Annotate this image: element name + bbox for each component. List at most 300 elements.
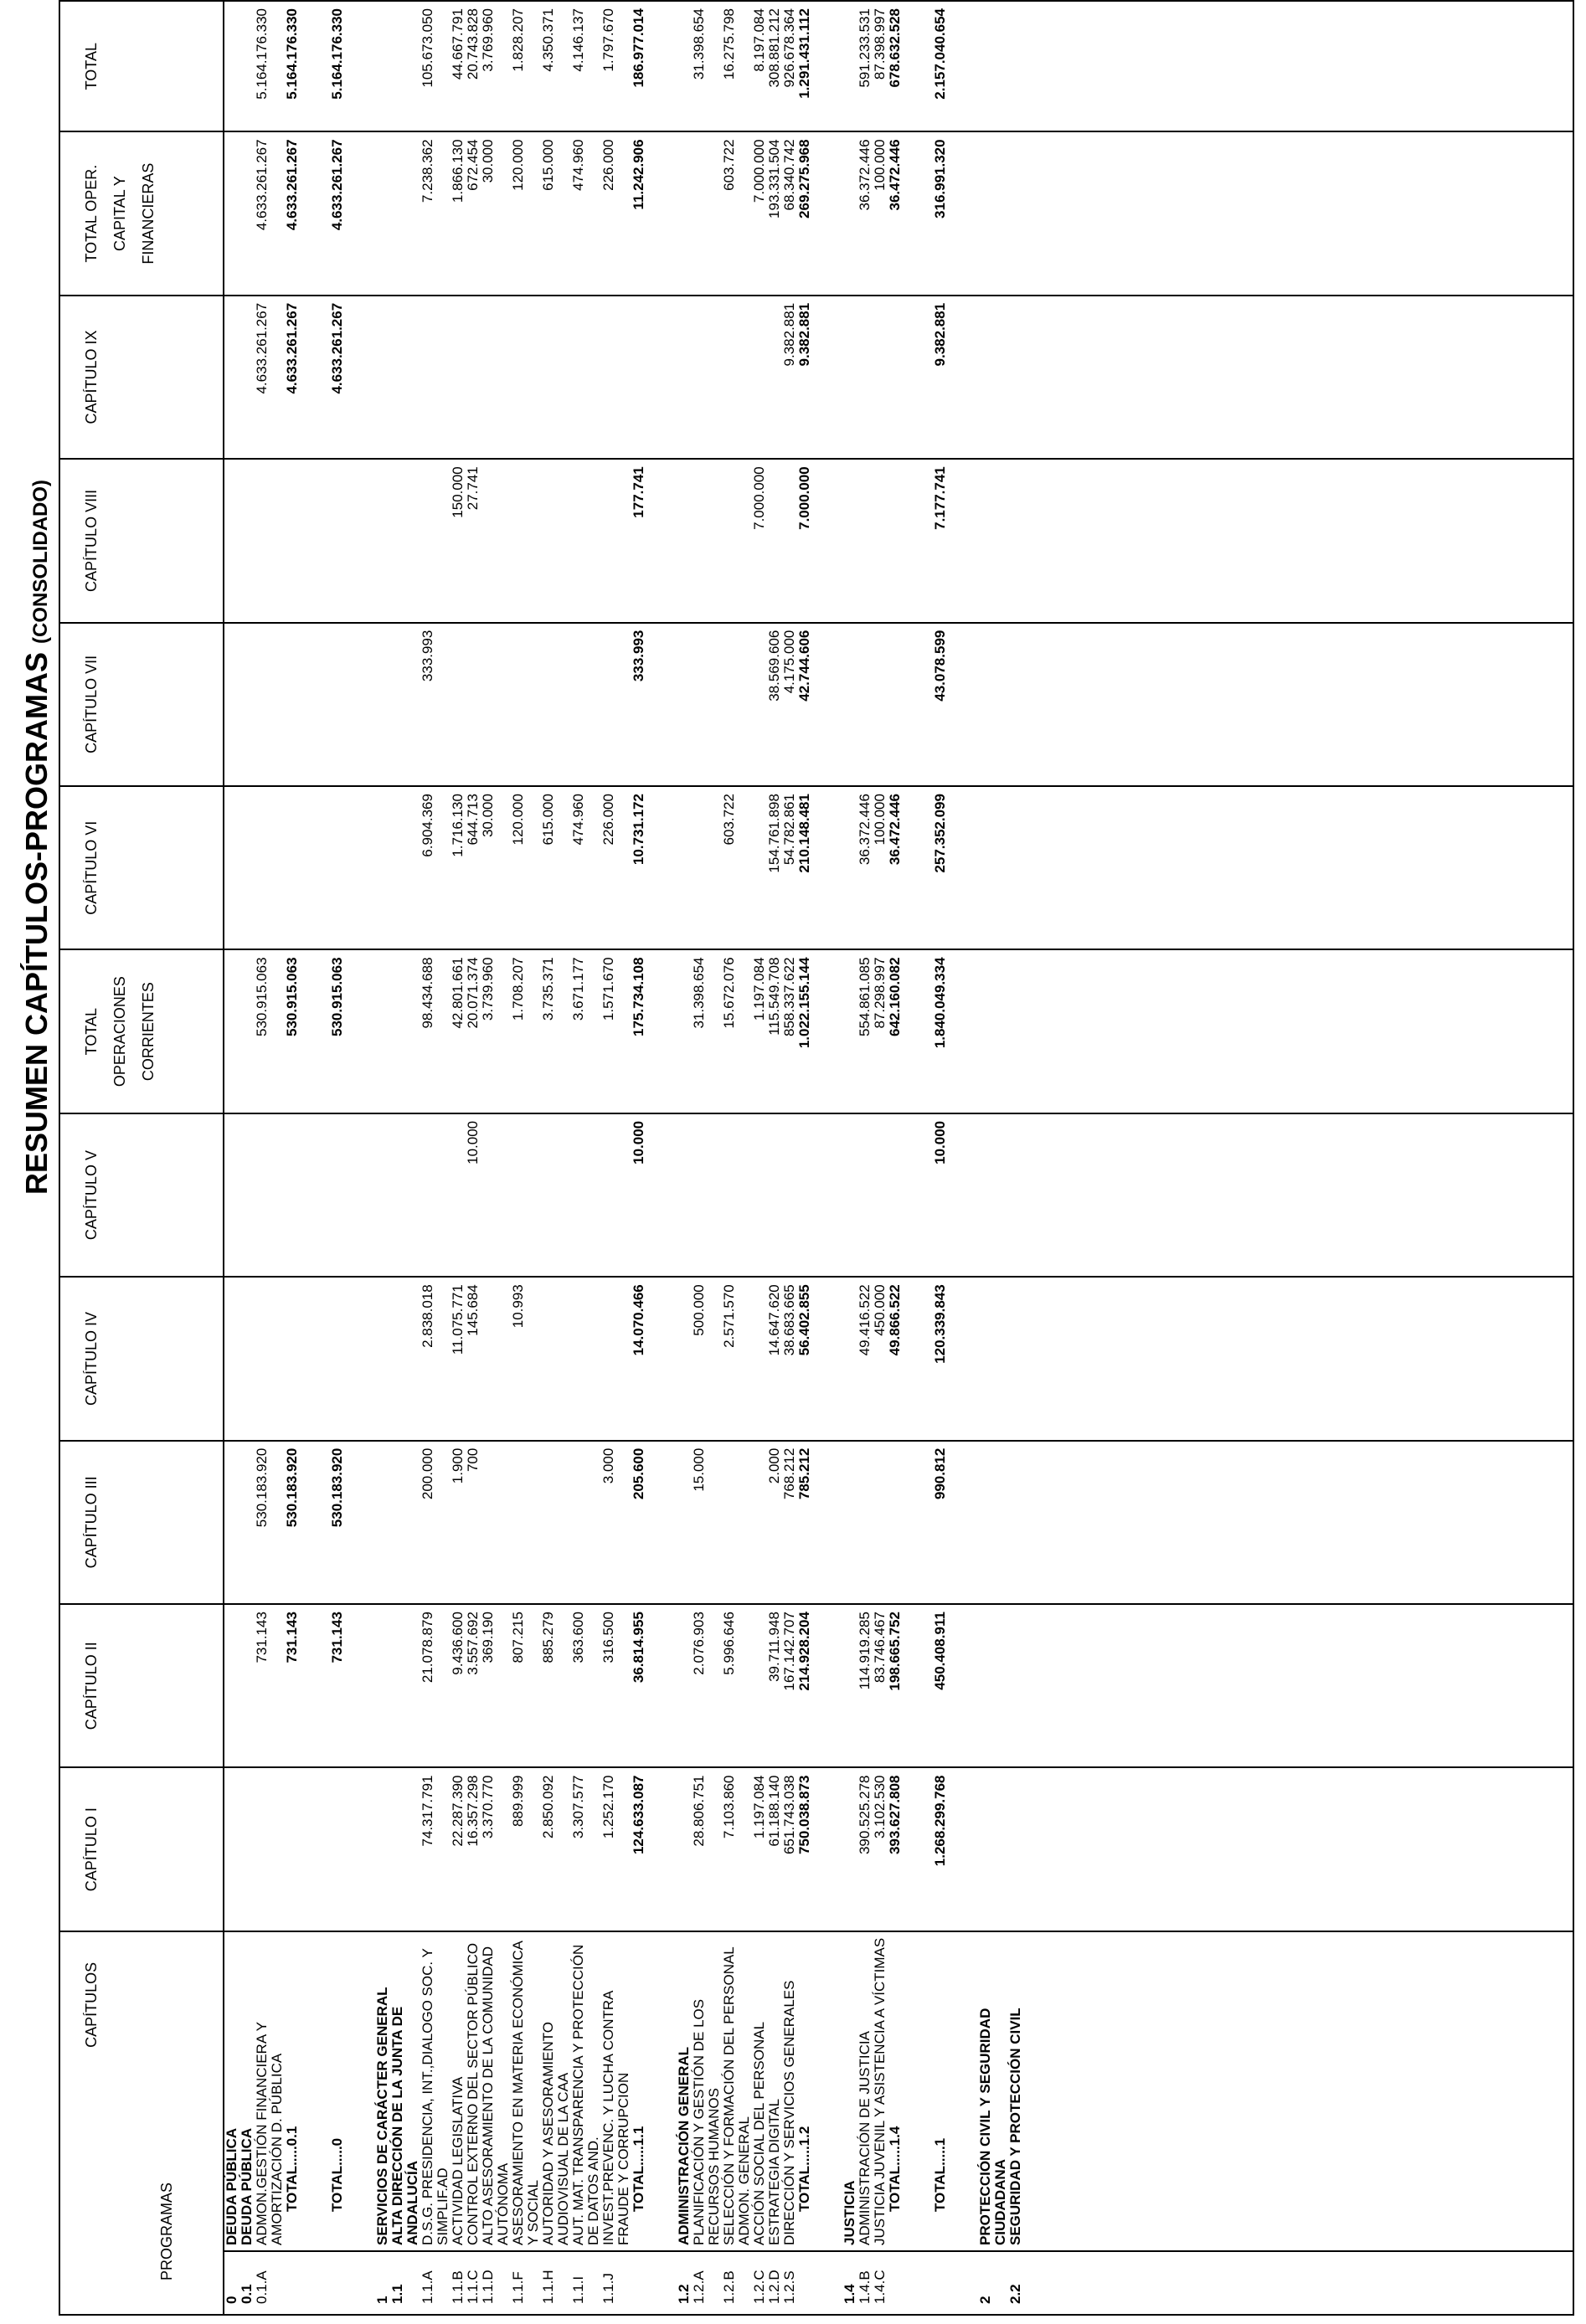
amount-cell: 1.828.207 [511,1,541,131]
amount-cell: 49.416.522 [857,1277,873,1440]
amount-cell [857,623,873,786]
amount-cell: 38.569.606 [767,623,782,786]
empty-cell [948,131,978,295]
amount-cell [752,1113,767,1277]
amount-cell: 43.078.599 [933,623,948,786]
amount-cell: 145.684 [466,1277,481,1440]
program-code: 1.1.H [541,2251,571,2315]
amount-cell: 500.000 [692,1277,722,1440]
amount-cell: 20.743.828 [466,1,481,131]
amount-cell [239,459,255,622]
empty-cell [812,459,842,622]
amount-cell: 2.838.018 [420,1277,451,1440]
amount-cell: 651.743.038 [782,1767,797,1931]
amount-cell: 3.739.960 [481,949,511,1113]
program-name: TOTAL.....0.1 [285,1931,300,2251]
amount-cell: 177.741 [631,459,646,622]
amount-cell: 4.633.261.267 [285,131,300,295]
amount-cell: 198.665.752 [888,1604,903,1767]
header-capitulos: CAPÍTULOS [83,1962,100,2048]
amount-cell [873,459,888,622]
section-heading-row [224,1,239,2315]
amount-cell [224,1604,239,1767]
amount-cell: 44.667.791 [451,1,466,131]
program-code: 1.1.C [466,2251,481,2315]
amount-cell: 363.600 [571,1604,601,1767]
amount-cell [692,1113,722,1277]
program-name: DIRECCIÓN Y SERVICIOS GENERALES [782,1931,797,2251]
section-heading-row [677,1,692,2315]
amount-cell: 333.993 [420,623,451,786]
amount-cell: 4.633.261.267 [330,296,345,459]
amount-cell [842,949,857,1113]
amount-cell: 124.633.087 [631,1767,646,1931]
amount-cell [285,786,300,949]
amount-cell [481,1441,511,1604]
amount-cell: 4.146.137 [571,1,601,131]
header-capitulo-ix: CAPÍTULO IX [59,296,224,459]
program-name: D.S.G. PRESIDENCIA, INT.,DIALOGO SOC. Y SIMPLIF.AD [420,1931,451,2251]
empty-cell [300,296,330,459]
amount-cell: 1.291.431.112 [797,1,812,131]
amount-cell: 54.782.861 [782,786,797,949]
amount-cell [767,296,782,459]
amount-cell: 10.000 [631,1113,646,1277]
amount-cell: 105.673.050 [420,1,451,131]
amount-cell: 10.993 [511,1277,541,1440]
program-name: ADMON.GESTIÓN FINANCIERA Y AMORTIZACIÓN D. PÚBLICA [255,1931,285,2251]
empty-cell [948,459,978,622]
amount-cell [873,296,888,459]
amount-cell: 10.731.172 [631,786,646,949]
amount-cell [767,459,782,622]
amount-cell [752,623,767,786]
amount-cell [842,296,857,459]
amount-cell: 7.177.741 [933,459,948,622]
header-toc-line: OPERACIONES [111,976,128,1087]
filler-row [1023,1,1573,2315]
amount-cell [285,623,300,786]
amount-cell: 474.960 [571,786,601,949]
amount-cell [390,1113,420,1277]
program-name: SEGURIDAD Y PROTECCIÓN CIVIL [1008,1931,1023,2251]
amount-cell: 15.000 [692,1441,722,1604]
amount-cell [375,459,390,622]
amount-cell: 316.991.320 [933,131,948,295]
amount-cell [842,1767,857,1931]
amount-cell [842,1441,857,1604]
program-code [631,2251,646,2315]
amount-cell [722,1441,752,1604]
empty-cell [345,1767,375,1931]
amount-cell [285,459,300,622]
amount-cell: 1.197.084 [752,1767,767,1931]
amount-cell: 2.571.570 [722,1277,752,1440]
amount-cell [481,459,511,622]
empty-cell [903,1277,933,1440]
empty-cell [345,1,375,131]
empty-cell [948,1277,978,1440]
program-code: 1.1.I [571,2251,601,2315]
empty-cell [948,623,978,786]
program-name: TOTAL.....1.4 [888,1931,903,2251]
empty-cell [300,2251,330,2315]
amount-cell [677,459,692,622]
amount-cell [224,1,239,131]
amount-cell: 31.398.654 [692,949,722,1113]
program-code: 1.1.D [481,2251,511,2315]
amount-cell [451,296,466,459]
amount-cell [978,1113,1008,1277]
amount-cell [239,1,255,131]
table-row [511,1,541,2315]
program-code: 2.2 [1008,2251,1023,2315]
spacer-row [948,1,978,2315]
amount-cell: 120.000 [511,786,541,949]
table-row [692,1,722,2315]
amount-cell [677,623,692,786]
amount-cell: 21.078.879 [420,1604,451,1767]
amount-cell [677,131,692,295]
amount-cell [842,131,857,295]
amount-cell: 100.000 [873,131,888,295]
amount-cell: 8.197.084 [752,1,767,131]
empty-cell [646,1113,677,1277]
program-name: AUT. MAT. TRANSPARENCIA Y PROTECCIÓN DE DATOS AND. [571,1931,601,2251]
amount-cell: 393.627.808 [888,1767,903,1931]
program-name: TOTAL.....1.1 [631,1931,646,2251]
empty-cell [300,131,330,295]
amount-cell [677,949,692,1113]
amount-cell [677,296,692,459]
amount-cell [224,786,239,949]
program-code: 0 [224,2251,239,2315]
amount-cell [375,1767,390,1931]
empty-cell [903,1767,933,1931]
amount-cell: 36.472.446 [888,786,903,949]
amount-cell: 83.746.467 [873,1604,888,1767]
program-name: TOTAL.....0 [330,1931,345,2251]
amount-cell [390,1604,420,1767]
amount-cell [842,623,857,786]
program-code: 0.1 [239,2251,255,2315]
amount-cell [224,1441,239,1604]
amount-cell: 98.434.688 [420,949,451,1113]
amount-cell: 926.678.364 [782,1,797,131]
amount-cell: 214.928.204 [797,1604,812,1767]
amount-cell [224,459,239,622]
budget-table [59,0,1574,2316]
empty-cell [646,1931,677,2251]
amount-cell [677,1604,692,1767]
empty-cell [1023,623,1573,786]
amount-cell: 5.164.176.330 [285,1,300,131]
empty-cell [1023,2251,1573,2315]
program-name: TOTAL.....1.2 [797,1931,812,2251]
empty-cell [345,623,375,786]
amount-cell: 205.600 [631,1441,646,1604]
amount-cell: 31.398.654 [692,1,722,131]
amount-cell [722,623,752,786]
amount-cell: 554.861.085 [857,949,873,1113]
amount-cell: 42.744.606 [797,623,812,786]
empty-cell [345,1113,375,1277]
header-capitulo-ii: CAPÍTULO II [59,1604,224,1767]
empty-cell [903,296,933,459]
amount-cell [978,1277,1008,1440]
section-heading-row [390,1,420,2315]
amount-cell [285,1113,300,1277]
amount-cell: 4.633.261.267 [255,131,285,295]
amount-cell: 5.996.646 [722,1604,752,1767]
amount-cell: 700 [466,1441,481,1604]
empty-cell [812,1767,842,1931]
empty-cell [948,296,978,459]
amount-cell: 1.716.130 [451,786,466,949]
amount-cell [420,296,451,459]
empty-cell [646,949,677,1113]
amount-cell: 30.000 [481,131,511,295]
empty-cell [903,1441,933,1604]
amount-cell: 1.840.049.334 [933,949,948,1113]
amount-cell: 7.103.860 [722,1767,752,1931]
amount-cell [978,949,1008,1113]
amount-cell [224,623,239,786]
empty-cell [1023,1604,1573,1767]
amount-cell [239,1113,255,1277]
empty-cell [345,1441,375,1604]
empty-cell [903,459,933,622]
spacer-row [646,1,677,2315]
amount-cell [541,623,571,786]
amount-cell [255,623,285,786]
amount-cell [873,1441,888,1604]
amount-cell [375,296,390,459]
amount-cell [239,296,255,459]
header-toc-line: CORRIENTES [140,982,157,1082]
amount-cell: 591.233.531 [857,1,873,131]
header-programas: PROGRAMAS [158,2182,175,2280]
amount-cell: 615.000 [541,131,571,295]
program-code: 1.1 [390,2251,420,2315]
empty-cell [646,296,677,459]
amount-cell [842,786,857,949]
amount-cell [857,1441,873,1604]
empty-cell [345,1277,375,1440]
amount-cell: 9.382.881 [933,296,948,459]
total-row [797,1,812,2315]
amount-cell [571,623,601,786]
amount-cell: 1.571.670 [601,949,631,1113]
empty-cell [812,131,842,295]
amount-cell [978,1767,1008,1931]
amount-cell [692,623,722,786]
amount-cell: 6.904.369 [420,786,451,949]
empty-cell [345,459,375,622]
table-row [722,1,752,2315]
empty-cell [903,1113,933,1277]
amount-cell: 530.915.063 [285,949,300,1113]
amount-cell [330,459,345,622]
amount-cell [255,1113,285,1277]
amount-cell [390,1441,420,1604]
amount-cell: 785.212 [797,1441,812,1604]
section-heading-row [239,1,255,2315]
amount-cell [722,296,752,459]
header-tocf-line: FINANCIERAS [140,162,157,265]
section-heading-row [1008,1,1023,2315]
spacer-row [903,1,933,2315]
amount-cell: 474.960 [571,131,601,295]
amount-cell: 4.633.261.267 [255,296,285,459]
amount-cell [390,1277,420,1440]
amount-cell: 308.881.212 [767,1,782,131]
amount-cell [631,296,646,459]
empty-cell [646,1441,677,1604]
amount-cell [255,459,285,622]
empty-cell [903,949,933,1113]
program-code: 1.4.B [857,2251,873,2315]
amount-cell [255,1767,285,1931]
amount-cell [285,1767,300,1931]
amount-cell [541,1277,571,1440]
total-row [330,1,345,2315]
amount-cell [1008,296,1023,459]
amount-cell [752,296,767,459]
amount-cell: 3.000 [601,1441,631,1604]
empty-cell [1023,131,1573,295]
amount-cell [239,1604,255,1767]
program-name: ACCIÓN SOCIAL DEL PERSONAL [752,1931,767,2251]
amount-cell: 768.212 [782,1441,797,1604]
table-row [466,1,481,2315]
program-name: SELECCIÓN Y FORMACIÓN DEL PERSONAL ADMON. GENERAL [722,1931,752,2251]
amount-cell: 750.038.873 [797,1767,812,1931]
amount-cell: 731.143 [285,1604,300,1767]
amount-cell [511,459,541,622]
amount-cell: 678.632.528 [888,1,903,131]
empty-cell [903,623,933,786]
amount-cell [752,786,767,949]
program-name: ADMINISTRACIÓN GENERAL [677,1931,692,2251]
amount-cell: 644.713 [466,786,481,949]
empty-cell [345,1931,375,2251]
amount-cell: 167.142.707 [782,1604,797,1767]
amount-cell: 3.370.770 [481,1767,511,1931]
amount-cell: 3.307.577 [571,1767,601,1931]
amount-cell [692,786,722,949]
program-code: 1.2.A [692,2251,722,2315]
amount-cell: 7.238.362 [420,131,451,295]
empty-cell [812,623,842,786]
empty-cell [948,786,978,949]
header-capitulo-v: CAPÍTULO V [59,1113,224,1277]
amount-cell: 16.357.298 [466,1767,481,1931]
amount-cell [239,1441,255,1604]
empty-cell [812,1277,842,1440]
empty-cell [1023,1277,1573,1440]
amount-cell [224,1113,239,1277]
amount-cell [842,1113,857,1277]
amount-cell [375,786,390,949]
amount-cell [601,1277,631,1440]
amount-cell: 115.549.708 [767,949,782,1113]
amount-cell [390,459,420,622]
amount-cell [375,1604,390,1767]
program-code: 1.1.B [451,2251,466,2315]
amount-cell [224,1277,239,1440]
program-name: PROTECCIÓN CIVIL Y SEGURIDAD CIUDADANA [978,1931,1008,2251]
empty-cell [812,786,842,949]
amount-cell: 2.850.092 [541,1767,571,1931]
amount-cell [255,786,285,949]
amount-cell [239,1277,255,1440]
amount-cell [677,1113,692,1277]
amount-cell: 10.000 [933,1113,948,1277]
amount-cell [330,1767,345,1931]
empty-cell [300,1767,330,1931]
empty-cell [948,949,978,1113]
amount-cell: 2.000 [767,1441,782,1604]
amount-cell: 22.287.390 [451,1767,466,1931]
program-name: AUTORIDAD Y ASESORAMIENTO AUDIOVISUAL DE LA CAA [541,1931,571,2251]
amount-cell [420,1113,451,1277]
amount-cell: 990.812 [933,1441,948,1604]
empty-cell [1023,1113,1573,1277]
amount-cell [1008,1441,1023,1604]
amount-cell [888,296,903,459]
program-name: ALTA DIRECCIÓN DE LA JUNTA DE ANDALUCÍA [390,1931,420,2251]
table-row [767,1,782,2315]
title-text: RESUMEN CAPÍTULOS-PROGRAMAS [19,651,54,1195]
amount-cell: 27.741 [466,459,481,622]
empty-cell [1023,1441,1573,1604]
program-code [797,2251,812,2315]
program-code: 1.1.J [601,2251,631,2315]
amount-cell: 175.734.108 [631,949,646,1113]
spacer-row [345,1,375,2315]
table-row [255,1,285,2315]
program-code: 2 [978,2251,1008,2315]
amount-cell: 7.000.000 [752,131,767,295]
amount-cell: 530.183.920 [255,1441,285,1604]
amount-cell [978,1604,1008,1767]
amount-cell [481,1113,511,1277]
amount-cell [677,1277,692,1440]
amount-cell [842,1,857,131]
amount-cell [390,786,420,949]
amount-cell: 603.722 [722,131,752,295]
empty-cell [345,296,375,459]
total-row [888,1,903,2315]
empty-cell [812,2251,842,2315]
amount-cell [390,1,420,131]
program-code: 1.1.F [511,2251,541,2315]
header-total-op-capital-financieras [59,131,224,295]
empty-cell [948,1767,978,1931]
program-code: 1.2.C [752,2251,767,2315]
total-row [933,1,948,2315]
amount-cell: 14.647.620 [767,1277,782,1440]
header-total-op-corrientes [59,949,224,1113]
amount-cell: 807.215 [511,1604,541,1767]
empty-cell [903,2251,933,2315]
empty-cell [345,1604,375,1767]
amount-cell: 3.671.177 [571,949,601,1113]
header-toc-line: TOTAL [83,1007,100,1056]
program-code [285,2251,300,2315]
table-row [873,1,888,2315]
